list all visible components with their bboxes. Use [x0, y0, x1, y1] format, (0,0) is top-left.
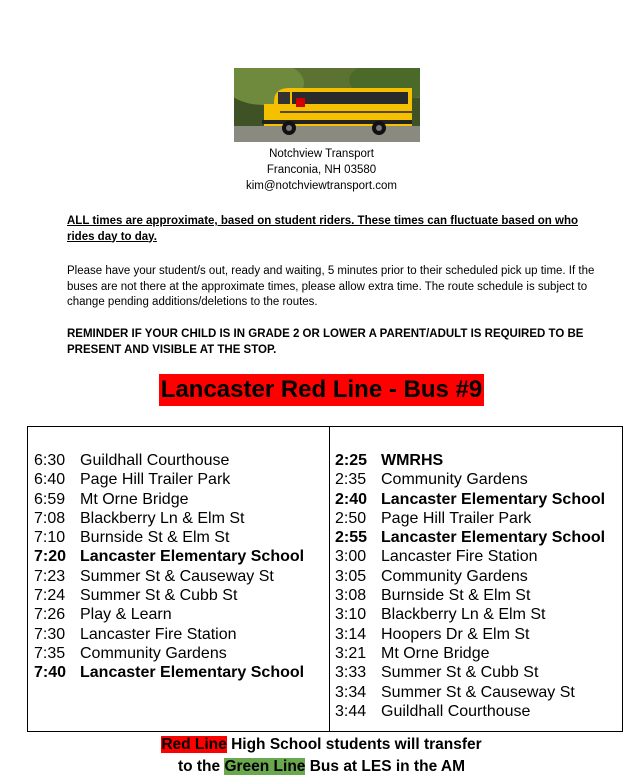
schedule-row [34, 663, 304, 682]
green-line-highlight: Green Line [224, 758, 306, 775]
schedule-row [335, 490, 605, 509]
schedule-row [34, 509, 304, 528]
stop-time: 2:55 [335, 529, 368, 547]
schedule-row [34, 470, 304, 489]
schedule-row [335, 702, 605, 721]
stop-time: 7:40 [34, 664, 67, 682]
company-email: kim@notchviewtransport.com [246, 180, 397, 192]
stop-time: 6:40 [34, 471, 66, 489]
route-title: Lancaster Red Line - Bus #9 [159, 374, 484, 406]
schedule-row [335, 567, 605, 586]
schedule-row [335, 547, 605, 566]
stop-time: 7:08 [34, 509, 66, 527]
stop-name: Summer St & Cubb St [381, 664, 539, 682]
grade-reminder-notice: REMINDER IF YOUR CHILD IS IN GRADE 2 OR LOWER A PARENT/ADULT IS REQUIRED TO BE PRESENT AND VISIBLE AT THE STOP. [67, 328, 584, 356]
stop-name: Blackberry Ln & Elm St [381, 606, 546, 624]
schedule-row [34, 528, 304, 547]
stop-name: Hoopers Dr & Elm St [381, 625, 530, 643]
schedule-row [34, 490, 304, 509]
stop-name: Blackberry Ln & Elm St [80, 509, 245, 527]
stop-name: Lancaster Elementary School [381, 529, 606, 547]
stop-name: Mt Orne Bridge [80, 490, 189, 508]
transfer-note-text-2a: to the [177, 758, 225, 775]
company-location: Franconia, NH 03580 [266, 164, 377, 176]
stop-time: 7:30 [34, 625, 66, 643]
morning-stop-list [34, 451, 304, 683]
stop-name: Summer St & Causeway St [80, 567, 274, 585]
stop-name: Community Gardens [381, 567, 528, 585]
schedule-table [27, 426, 623, 732]
stop-name: Community Gardens [381, 471, 528, 489]
stop-time: 3:34 [335, 683, 367, 701]
stop-time: 3:00 [335, 548, 367, 566]
stop-name: Lancaster Fire Station [381, 548, 538, 566]
stop-time: 3:10 [335, 606, 367, 624]
route-title-wrap [0, 374, 643, 406]
stop-time: 3:33 [335, 664, 367, 682]
schedule-row [335, 451, 605, 470]
schedule-row [335, 605, 605, 624]
stop-name: Lancaster Elementary School [80, 664, 305, 682]
stop-time: 6:59 [34, 490, 66, 508]
stop-time: 7:20 [34, 548, 67, 566]
stop-time: 2:25 [335, 452, 368, 469]
schedule-row [34, 625, 304, 644]
stop-name: Mt Orne Bridge [381, 644, 490, 662]
schedule-row [335, 509, 605, 528]
schedule-row [34, 451, 304, 470]
stop-time: 3:21 [335, 644, 367, 662]
stop-time: 7:23 [34, 567, 66, 585]
stop-name: Guildhall Courthouse [381, 702, 531, 720]
transfer-note-line-1 [0, 734, 643, 756]
schedule-row [34, 644, 304, 663]
schedule-row [335, 644, 605, 663]
stop-time: 7:35 [34, 644, 66, 662]
stop-time: 3:44 [335, 702, 367, 720]
stop-name: WMRHS [381, 452, 444, 469]
transfer-note-text-1: High School students will transfer [226, 736, 482, 753]
approximate-times-notice: ALL times are approximate, based on student riders. These times can fluctuate based on who rides day to day. [67, 215, 579, 243]
stop-name: Guildhall Courthouse [80, 452, 230, 469]
stop-time: 7:26 [34, 606, 66, 624]
stop-name: Play & Learn [80, 606, 172, 624]
stop-name: Burnside St & Elm St [80, 529, 230, 547]
schedule-row [335, 663, 605, 682]
schedule-row [335, 470, 605, 489]
stop-name: Summer St & Cubb St [80, 587, 238, 605]
stop-name: Lancaster Fire Station [80, 625, 237, 643]
stop-time: 2:35 [335, 471, 367, 489]
transfer-note-line-2 [0, 756, 643, 778]
company-name: Notchview Transport [269, 148, 374, 160]
school-bus-photo [234, 68, 420, 142]
stop-time: 3:14 [335, 625, 367, 643]
transfer-note-text-2b: Bus at LES in the AM [305, 758, 466, 775]
readiness-notice: Please have your student/s out, ready and waiting, 5 minutes prior to their scheduled pick up time. If the buses are not there at the approximate times, please allow extra time. The route schedule is subject to change pending additions/deletions to the routes. [67, 265, 595, 308]
schedule-row [335, 586, 605, 605]
schedule-row [335, 625, 605, 644]
stop-name: Page Hill Trailer Park [381, 509, 532, 527]
stop-time: 6:30 [34, 452, 66, 469]
stop-name: Lancaster Elementary School [381, 490, 606, 508]
school-bus-illustration [234, 68, 420, 142]
stop-name: Community Gardens [80, 644, 227, 662]
afternoon-schedule [329, 427, 622, 731]
stop-name: Lancaster Elementary School [80, 548, 305, 566]
morning-schedule [28, 427, 330, 731]
stop-time: 3:05 [335, 567, 367, 585]
stop-time: 2:40 [335, 490, 368, 508]
stop-time: 7:10 [34, 529, 66, 547]
stop-time: 3:08 [335, 587, 367, 605]
schedule-row [34, 547, 304, 566]
stop-name: Summer St & Causeway St [381, 683, 575, 701]
schedule-row [34, 586, 304, 605]
schedule-row [34, 567, 304, 586]
stop-time: 2:50 [335, 509, 367, 527]
schedule-row [335, 528, 605, 547]
stop-name: Burnside St & Elm St [381, 587, 531, 605]
stop-time: 7:24 [34, 587, 66, 605]
schedule-row [335, 683, 605, 702]
stop-name: Page Hill Trailer Park [80, 471, 231, 489]
red-line-highlight: Red Line [161, 736, 227, 753]
afternoon-stop-list [335, 451, 605, 721]
schedule-row [34, 605, 304, 624]
